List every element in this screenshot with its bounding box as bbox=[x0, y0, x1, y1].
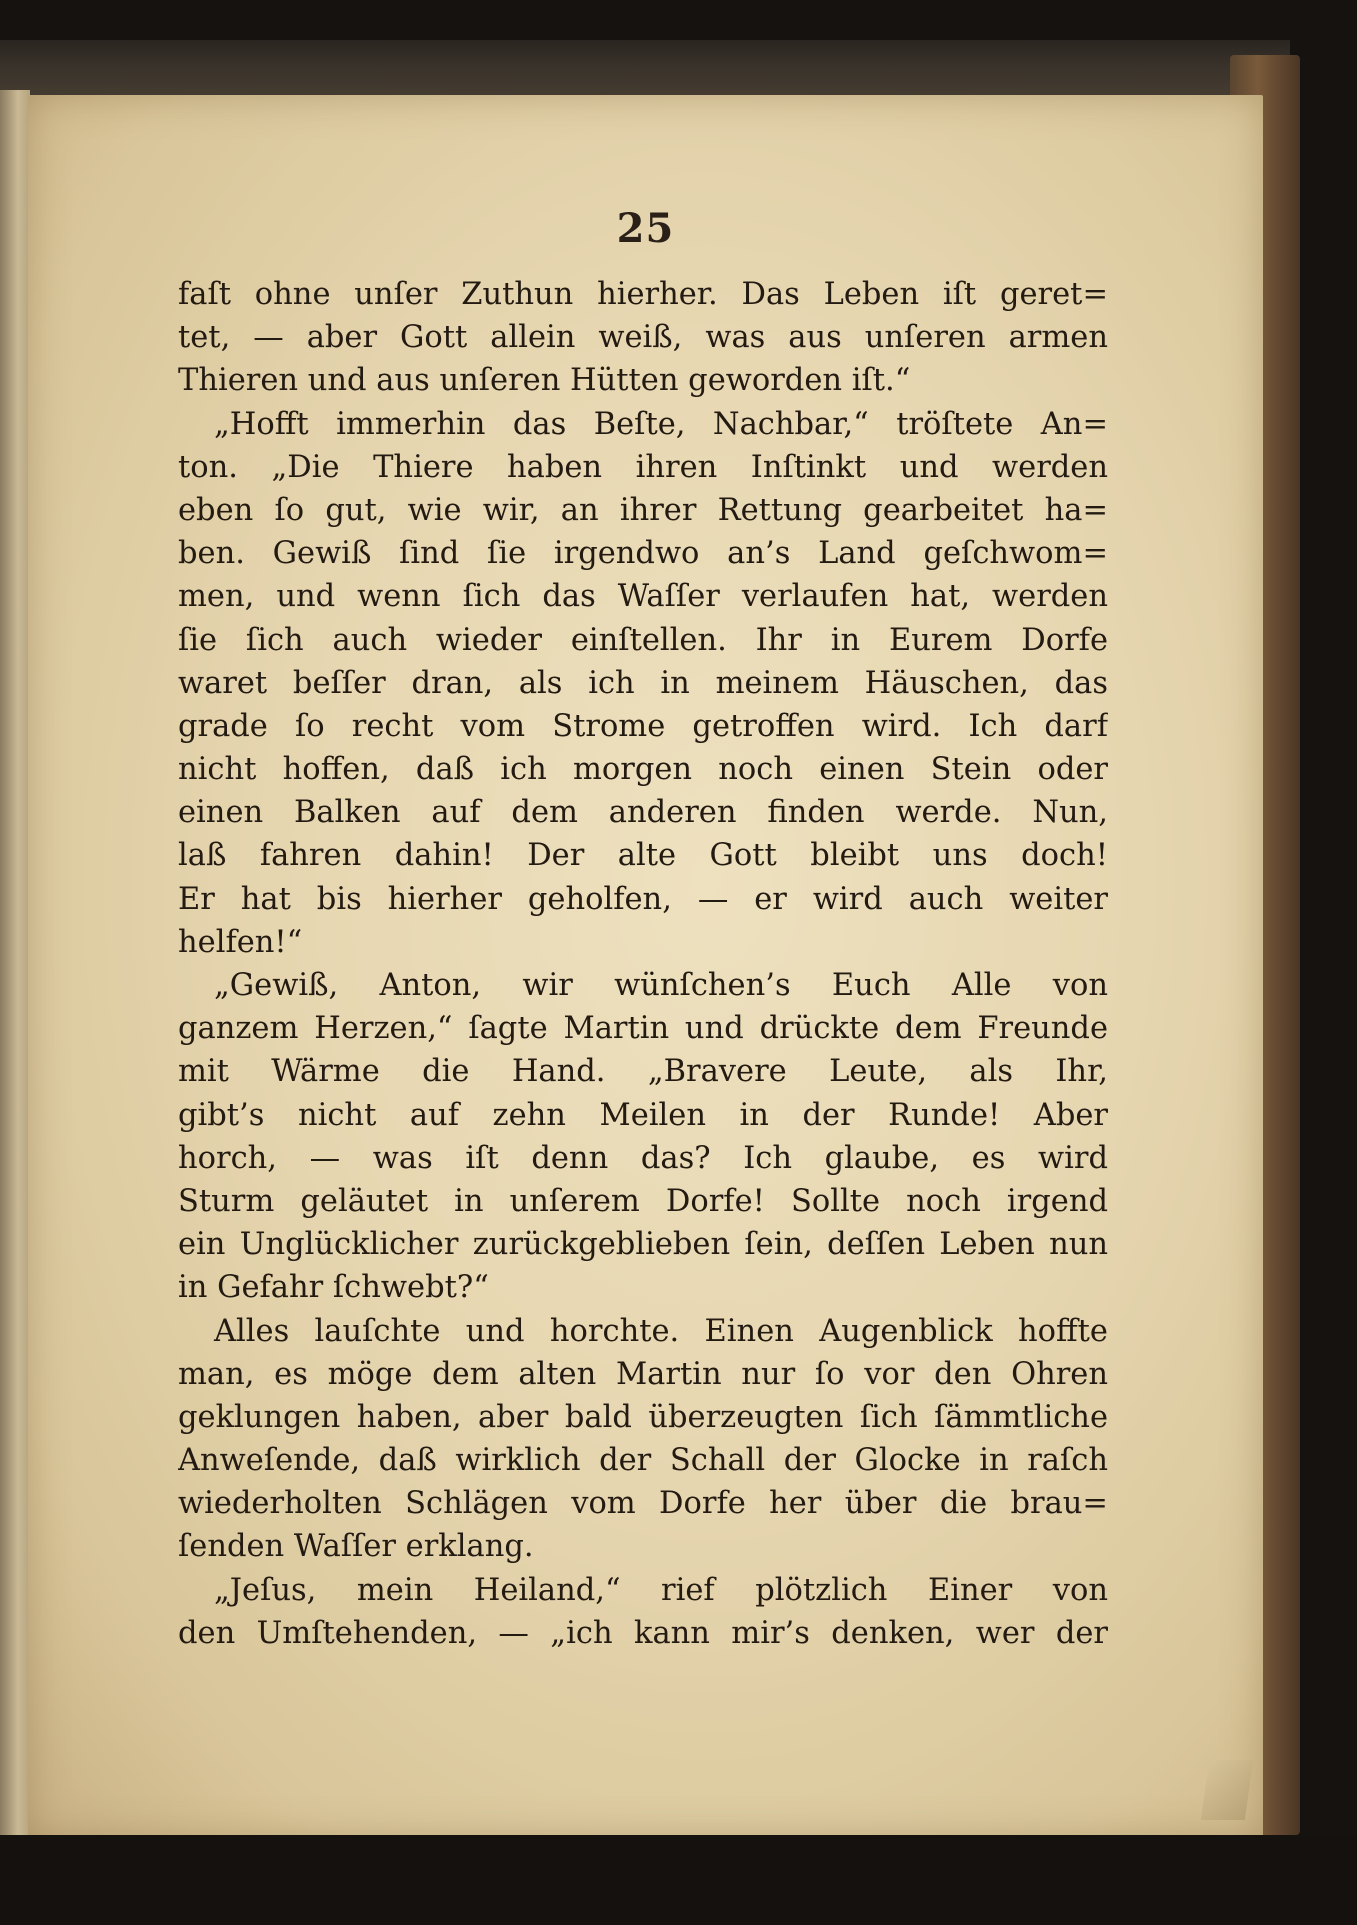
text-line: ſenden Waſſer erklang. bbox=[178, 1529, 534, 1565]
page-corner-tear bbox=[1201, 1760, 1253, 1820]
text-line: laß fahren dahin! Der alte Gott bleibt uns doch! bbox=[178, 838, 1108, 874]
text-line: nicht hoffen, daß ich morgen noch einen Stein oder bbox=[178, 752, 1108, 788]
text-line: geklungen haben, aber bald überzeugten ſich ſämmtliche bbox=[178, 1399, 1108, 1435]
text-line: faſt ohne unſer Zuthun hierher. Das Leben iſt geret= bbox=[178, 277, 1108, 312]
text-line: Er hat bis hierher geholfen, — er wird auch weiter bbox=[178, 881, 1108, 917]
text-line: mit Wärme die Hand. „Bravere Leute, als Ihr, bbox=[178, 1054, 1108, 1090]
text-line: in Gefahr ſchwebt?“ bbox=[178, 1270, 489, 1306]
text-line: tet, — aber Gott allein weiß, was aus unſeren armen bbox=[178, 320, 1108, 356]
body-text bbox=[178, 273, 1108, 1655]
text-line: grade ſo recht vom Strome getroffen wird. Ich darf bbox=[178, 708, 1108, 744]
text-line: ein Unglücklicher zurückgeblieben ſein, deſſen Leben nun bbox=[178, 1227, 1108, 1263]
text-line: ton. „Die Thiere haben ihren Inſtinkt und werden bbox=[178, 449, 1108, 485]
page-gutter bbox=[0, 90, 30, 1850]
text-line: ganzem Herzen,“ ſagte Martin und drückte dem Freunde bbox=[178, 1011, 1108, 1047]
text-line: Alles lauſchte und horchte. Einen Augenblick hoffte bbox=[214, 1313, 1108, 1349]
text-line: helfen!“ bbox=[178, 924, 303, 960]
text-line: man, es möge dem alten Martin nur ſo vor den Ohren bbox=[178, 1356, 1108, 1392]
page-number: 25 bbox=[616, 205, 675, 252]
text-line: Anweſende, daß wirklich der Schall der Glocke in raſch bbox=[178, 1443, 1108, 1479]
book-page bbox=[28, 95, 1263, 1840]
text-line: „Jeſus, mein Heiland,“ rief plötzlich Einer von bbox=[214, 1572, 1108, 1608]
text-line: gibt’s nicht auf zehn Meilen in der Runde! Aber bbox=[178, 1097, 1108, 1133]
text-line: horch, — was iſt denn das? Ich glaube, es wird bbox=[178, 1140, 1108, 1176]
text-line: „Gewiß, Anton, wir wünſchen’s Euch Alle von bbox=[214, 968, 1108, 1003]
text-line: men, und wenn ſich das Waſſer verlaufen hat, werden bbox=[178, 579, 1108, 615]
text-line: waret beſſer dran, als ich in meinem Häuschen, das bbox=[178, 665, 1108, 701]
text-line: eben ſo gut, wie wir, an ihrer Rettung gearbeitet ha= bbox=[178, 492, 1108, 528]
text-line: den Umſtehenden, — „ich kann mir’s denken, wer der bbox=[178, 1615, 1108, 1651]
text-line: wiederholten Schlägen vom Dorfe her über die brau= bbox=[178, 1486, 1108, 1522]
text-line: einen Balken auf dem anderen finden werde. Nun, bbox=[178, 795, 1108, 831]
text-line: Thieren und aus unſeren Hütten geworden iſt.“ bbox=[178, 363, 911, 399]
text-line: Sturm geläutet in unſerem Dorfe! Sollte noch irgend bbox=[178, 1183, 1108, 1219]
text-line: ben. Gewiß ſind ſie irgendwo an’s Land geſchwom= bbox=[178, 536, 1108, 572]
background-shadow bbox=[0, 1835, 1357, 1925]
text-line: „Hofft immerhin das Beſte, Nachbar,“ tröſtete An= bbox=[214, 406, 1108, 442]
text-line: ſie ſich auch wieder einſtellen. Ihr in Eurem Dorfe bbox=[178, 622, 1108, 658]
